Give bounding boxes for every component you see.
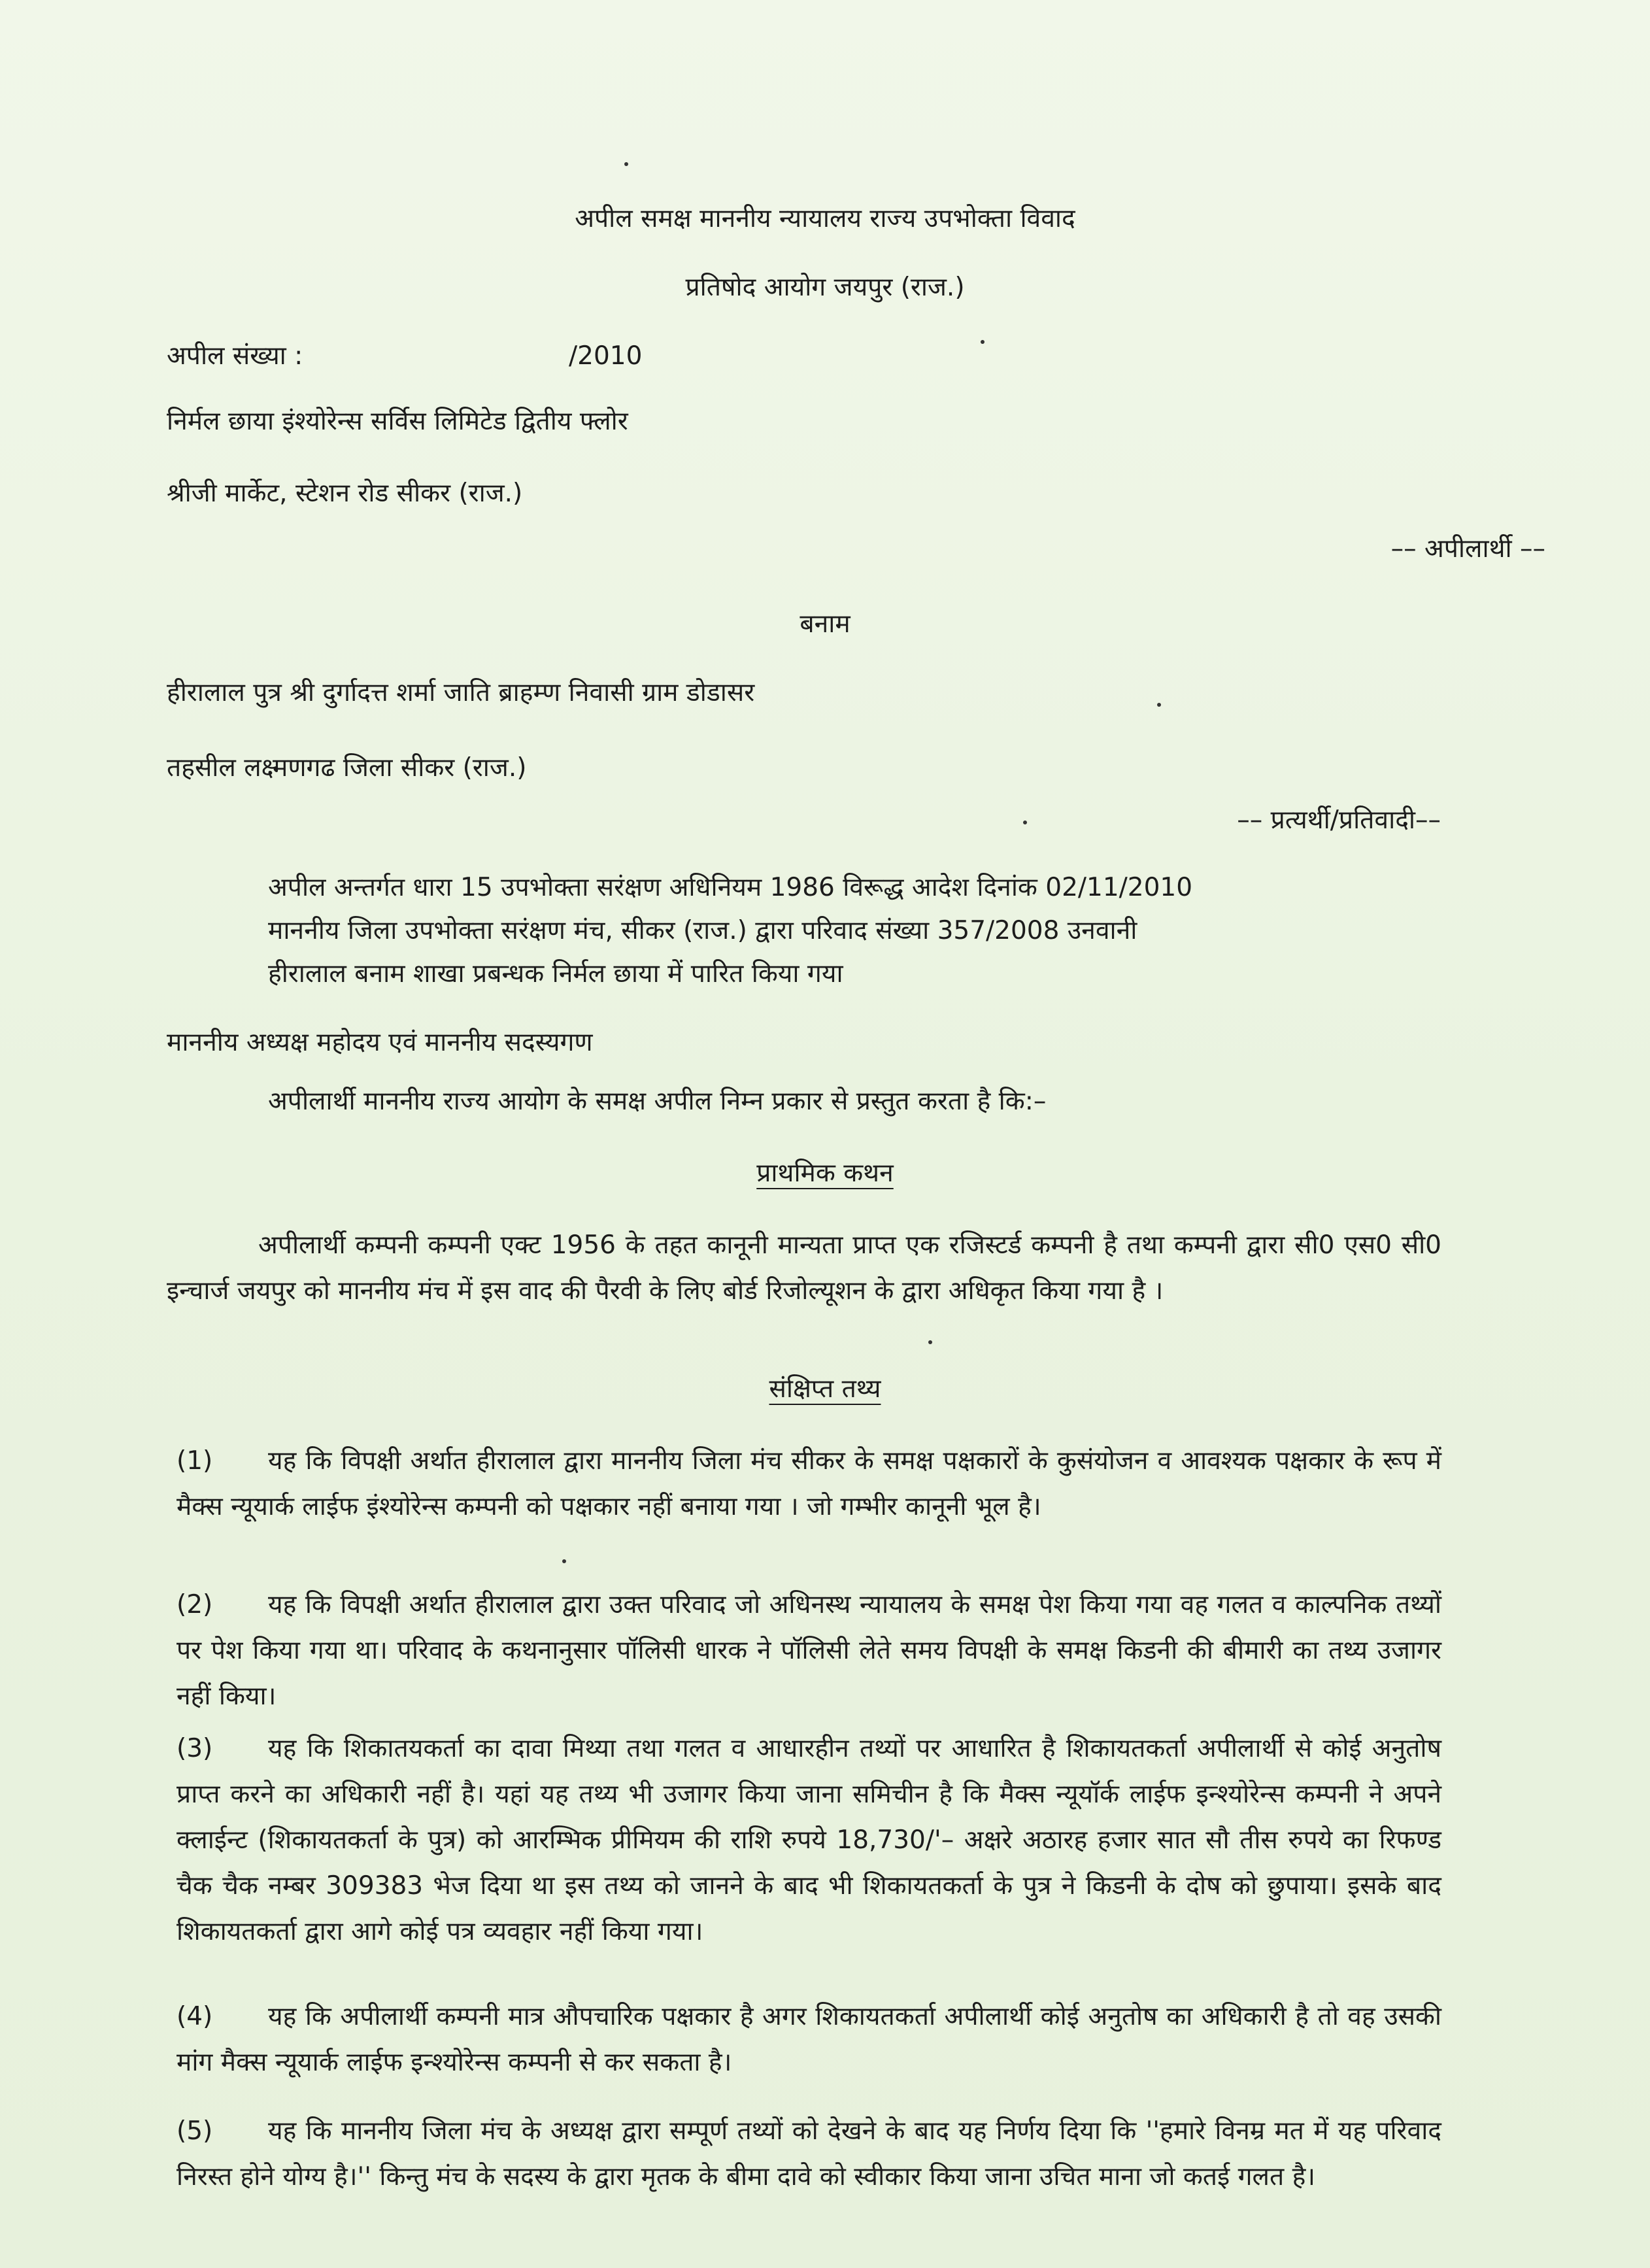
fact-point-text: यह कि विपक्षी अर्थात हीरालाल द्वारा माननीय जिला मंच सीकर के समक्ष पक्षकारों के कुसंयोजन व आवश्यक पक्षकार के रूप में मैक्स न्यूयार्क लाईफ इंश्योरेन्स कम्पनी को पक्षकार नहीं बनाया गया । जो गम्भीर कानूनी भूल है।: [177, 1446, 1441, 1521]
appellant-role: –– अपीलार्थी ––: [1390, 534, 1545, 564]
section-heading-facts-text: संक्षिप्त तथ्य: [769, 1374, 881, 1404]
title-line-1: अपील समक्ष माननीय न्यायालय राज्य उपभोक्ता विवाद: [575, 204, 1075, 233]
scan-speck: [1157, 703, 1161, 707]
section-heading-primary-text: प्राथमिक कथन: [756, 1159, 894, 1188]
appeal-number-value: /2010: [569, 341, 643, 371]
fact-point-3: [177, 1726, 1441, 1955]
fact-point-number: (4): [177, 2002, 213, 2031]
appeal-under-line-3: हीरालाल बनाम शाखा प्रबन्धक निर्मल छाया में पारित किया गया: [268, 959, 843, 989]
fact-point-number: (5): [177, 2116, 213, 2146]
fact-point-number: (3): [177, 1734, 213, 1763]
salutation: माननीय अध्यक्ष महोदय एवं माननीय सदस्यगण: [167, 1028, 593, 1057]
scan-speck: [1023, 821, 1027, 824]
respondent-role: –– प्रत्यर्थी/प्रतिवादी––: [1237, 805, 1441, 835]
fact-point-number: (2): [177, 1590, 213, 1619]
appeal-under-block: [268, 866, 1441, 996]
fact-point-2: [177, 1582, 1441, 1719]
scan-speck: [624, 162, 628, 166]
intro-text: अपीलार्थी माननीय राज्य आयोग के समक्ष अपील निम्न प्रकार से प्रस्तुत करता है कि:–: [268, 1087, 1047, 1116]
appeal-number-label: अपील संख्या :: [167, 341, 303, 371]
fact-point-5: [177, 2108, 1441, 2200]
scan-speck: [981, 340, 985, 344]
versus: बनाम: [800, 609, 850, 639]
appeal-under-line-1: अपील अन्तर्गत धारा 15 उपभोक्ता सरंक्षण अधिनियम 1986 विरूद्ध आदेश दिनांक 02/11/2010: [268, 873, 1193, 902]
section-heading-facts: [0, 1370, 1650, 1409]
respondent-line-1: हीरालाल पुत्र श्री दुर्गादत्त शर्मा जाति ब्राहम्ण निवासी ग्राम डोडासर: [167, 678, 755, 707]
appellant-line-2: श्रीजी मार्केट, स्टेशन रोड सीकर (राज.): [167, 479, 523, 508]
respondent-line-2: तहसील लक्ष्मणगढ जिला सीकर (राज.): [167, 753, 527, 783]
section1-paragraph: अपीलार्थी कम्पनी कम्पनी एक्ट 1956 के तहत कानूनी मान्यता प्राप्त एक रजिस्टर्ड कम्पनी है तथा कम्पनी द्वारा सी0 एस0 सी0 इन्चार्ज जयपुर को माननीय मंच में इस वाद की पैरवी के लिए बोर्ड रिजोल्यूशन के द्वारा अधिकृत किया गया है ।: [167, 1230, 1441, 1306]
fact-point-number: (1): [177, 1446, 213, 1476]
scan-speck: [928, 1340, 932, 1344]
fact-point-1: [177, 1438, 1441, 1530]
fact-point-text: यह कि माननीय जिला मंच के अध्यक्ष द्वारा सम्पूर्ण तथ्यों को देखने के बाद यह निर्णय दिया कि ''हमारे विनम्र मत में यह परिवाद निरस्त होने योग्य है।'' किन्तु मंच के सदस्य के द्वारा मृतक के बीमा दावे को स्वीकार किया जाना उचित माना जो कतई गलत है।: [177, 2116, 1441, 2192]
fact-point-4: [177, 1994, 1441, 2086]
section-heading-primary: [0, 1154, 1650, 1193]
fact-point-text: यह कि अपीलार्थी कम्पनी मात्र औपचारिक पक्षकार है अगर शिकायतकर्ता अपीलार्थी कोई अनुतोष का अधिकारी है तो वह उसकी मांग मैक्स न्यूयार्क लाईफ इन्श्योरेन्स कम्पनी से कर सकता है।: [177, 2002, 1441, 2077]
title-line-2: प्रतिषोद आयोग जयपुर (राज.): [685, 273, 965, 302]
appeal-under-line-2: माननीय जिला उपभोक्ता सरंक्षण मंच, सीकर (राज.) द्वारा परिवाद संख्या 357/2008 उनवानी: [268, 916, 1137, 945]
appellant-line-1: निर्मल छाया इंश्योरेन्स सर्विस लिमिटेड द्वितीय फ्लोर: [167, 407, 628, 436]
fact-point-text: यह कि शिकातयकर्ता का दावा मिथ्या तथा गलत व आधारहीन तथ्यों पर आधारित है शिकायतकर्ता अपीलार्थी से कोई अनुतोष प्राप्त करने का अधिकारी नहीं है। यहां यह तथ्य भी उजागर किया जाना समिचीन है कि मैक्स न्यूयॉर्क लाईफ इन्श्योरेन्स कम्पनी ने अपने क्लाईन्ट (शिकायतकर्ता के पुत्र) को आरम्भिक प्रीमियम की राशि रुपये 18,730/'– अक्षरे अठारह हजार सात सौ तीस रुपये का रिफण्ड चैक चैक नम्बर 309383 भेज दिया था इस तथ्य को जानने के बाद भी शिकायतकर्ता के पुत्र ने किडनी के दोष को छुपाया। इसके बाद शिकायतकर्ता द्वारा आगे कोई पत्र व्यवहार नहीं किया गया।: [177, 1734, 1441, 1946]
scan-speck: [562, 1559, 566, 1563]
fact-point-text: यह कि विपक्षी अर्थात हीरालाल द्वारा उक्त परिवाद जो अधिनस्थ न्यायालय के समक्ष पेश किया गया वह गलत व काल्पनिक तथ्यों पर पेश किया गया था। परिवाद के कथनानुसार पॉलिसी धारक ने पॉलिसी लेते समय विपक्षी के समक्ष किडनी की बीमारी का तथ्य उजागर नहीं किया।: [177, 1590, 1441, 1711]
